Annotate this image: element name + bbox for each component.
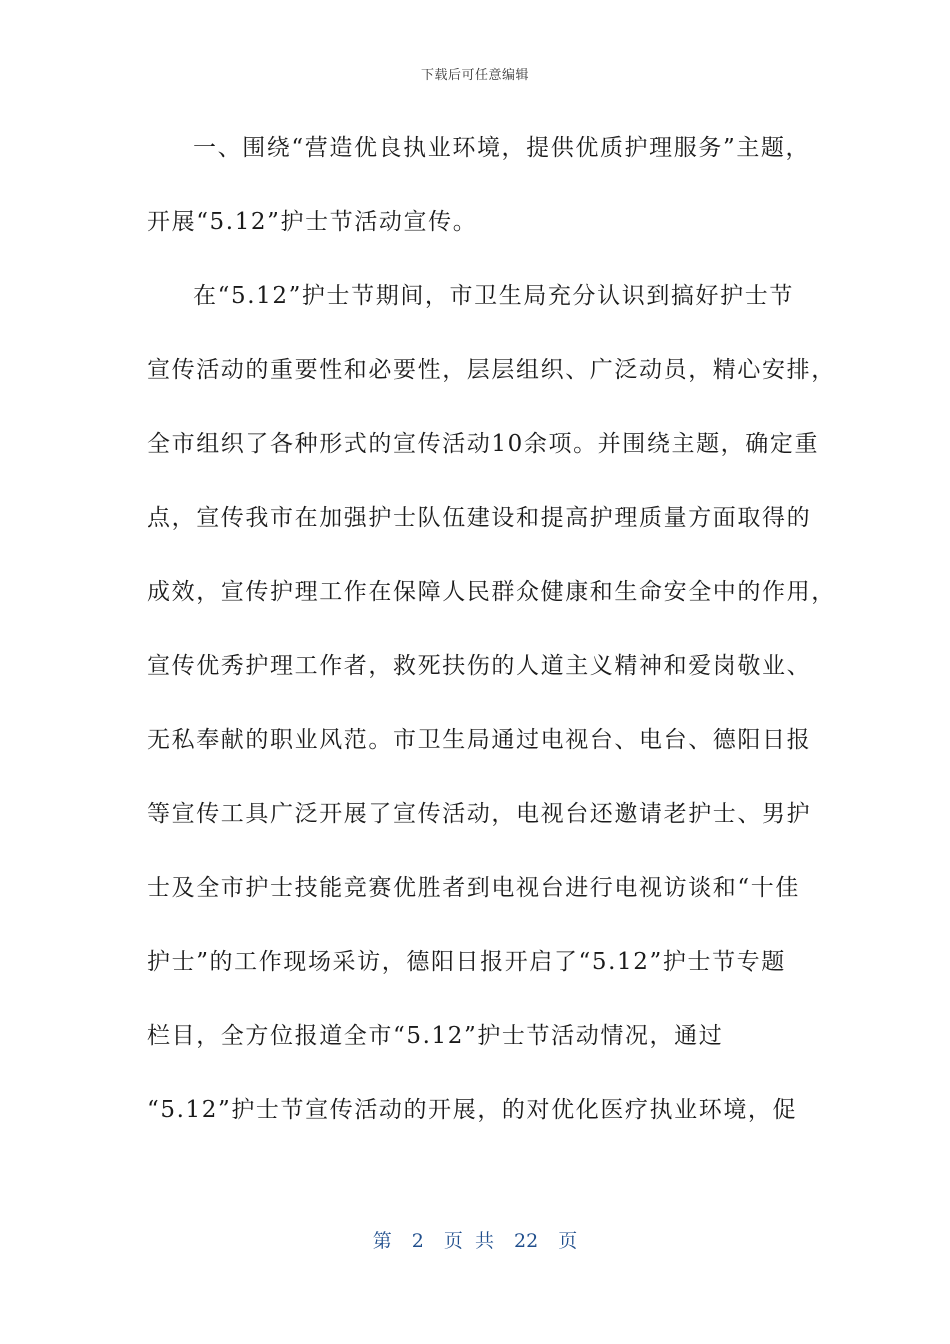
header-note: 下载后可任意编辑 xyxy=(420,68,529,83)
text-line: 点，宣传我市在加强护士队伍建设和提高护理质量方面取得的 xyxy=(147,505,812,531)
current-page-number: 2 xyxy=(411,1230,424,1252)
text-line: 一、围绕“营造优良执业环境，提供优质护理服务”主题， xyxy=(193,135,811,161)
text-line: 成效，宣传护理工作在保障人民群众健康和生命安全中的作用， xyxy=(147,579,836,605)
total-pages-number: 22 xyxy=(514,1230,539,1252)
text-line: 等宣传工具广泛开展了宣传活动，电视台还邀请老护士、男护 xyxy=(147,801,812,827)
text-line: 士及全市护士技能竞赛优胜者到电视台进行电视访谈和“十佳 xyxy=(147,875,800,901)
text-line: “5.12”护士节宣传活动的开展，的对优化医疗执业环境，促 xyxy=(147,1097,798,1123)
page-label-prefix: 第 xyxy=(372,1230,392,1252)
text-line: 护士”的工作现场采访，德阳日报开启了“5.12”护士节专题 xyxy=(147,949,786,975)
text-line: 宣传优秀护理工作者，救死扶伤的人道主义精神和爱岗敬业、 xyxy=(147,653,812,679)
text-line: 开展“5.12”护士节活动宣传。 xyxy=(147,209,478,235)
text-line: 无私奉献的职业风范。市卫生局通过电视台、电台、德阳日报 xyxy=(147,727,812,753)
text-line: 在“5.12”护士节期间，市卫生局充分认识到搞好护士节 xyxy=(193,283,794,309)
page-footer xyxy=(0,1226,950,1253)
text-line: 栏目，全方位报道全市“5.12”护士节活动情况，通过 xyxy=(147,1023,724,1049)
text-line: 宣传活动的重要性和必要性，层层组织、广泛动员，精心安排， xyxy=(147,357,836,383)
text-line: 全市组织了各种形式的宣传活动10余项。并围绕主题，确定重 xyxy=(147,431,820,457)
page-label-mid: 页 共 xyxy=(443,1230,494,1252)
page-label-suffix: 页 xyxy=(558,1230,578,1252)
